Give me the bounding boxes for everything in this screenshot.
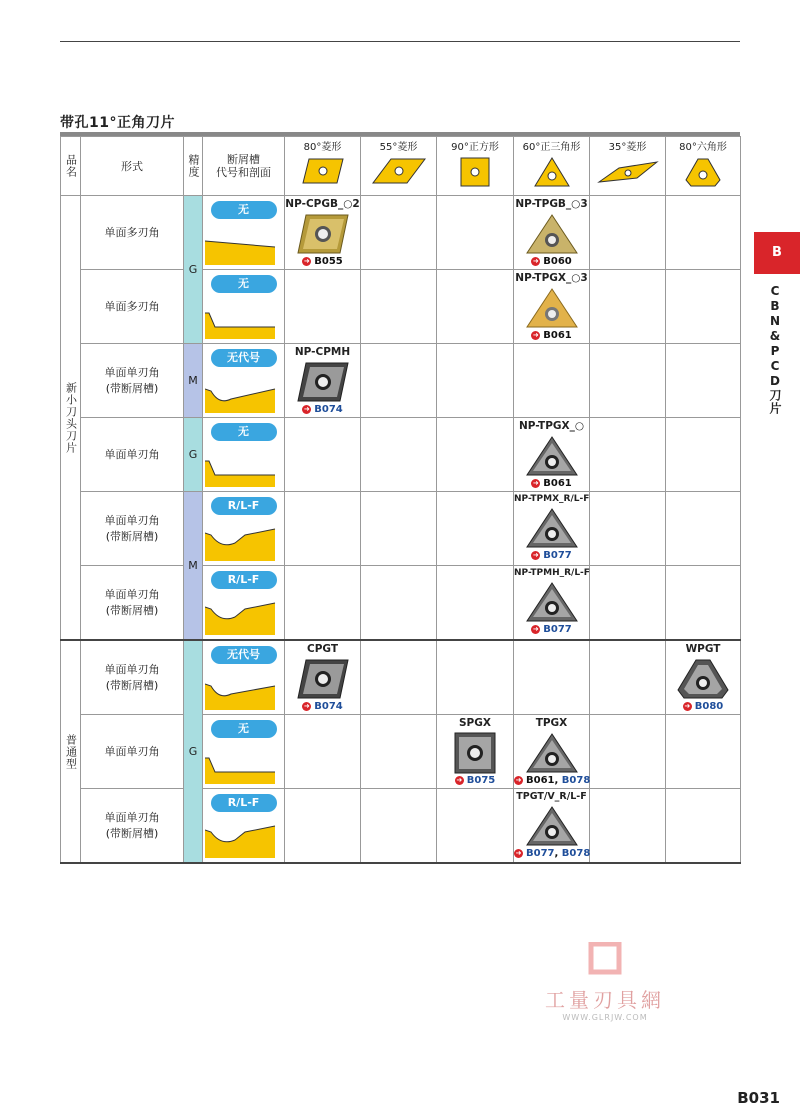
product-ref-link[interactable]: ➜ B080 [684,701,724,712]
product-ref-link[interactable]: ➜ B060 [532,256,572,267]
chipbreaker-profile [205,672,281,712]
insert-silver-trigon-icon [676,658,730,700]
chipbreaker-profile [205,449,281,489]
chipbreaker-cell [203,270,285,344]
top-rule [60,41,740,42]
empty-cell [361,640,437,715]
empty-cell [437,640,514,715]
product-ref-link[interactable]: ➜ B074 [303,404,343,415]
empty-cell [514,640,590,715]
chipbreaker-badge: 无 [211,201,277,219]
product-ref-link[interactable]: ➜ B077 [532,624,572,635]
product-name: NP-TPMX_R/L-F [514,494,590,504]
chipbreaker-profile [205,523,281,563]
form-cell: 单面单刃角 [81,715,184,789]
form-cell: 单面单刃角 (带断屑槽) [81,492,184,566]
empty-cell [666,270,741,344]
product-ref-link[interactable]: ➜ B077 [532,550,572,561]
form-cell: 单面单刃角 (带断屑槽) [81,640,184,715]
header-shape-35-rhombus: 35°菱形 [590,137,666,196]
header-shape-55-rhombus: 55°菱形 [361,137,437,196]
chipbreaker-profile [205,820,281,860]
empty-cell [285,789,361,864]
product-cell[interactable] [285,640,361,715]
form-cell: 单面单刃角 (带断屑槽) [81,566,184,641]
product-cell[interactable] [514,566,590,641]
insert-triangle-icon [525,213,579,255]
square-icon [458,156,492,188]
watermark [540,942,670,1022]
watermark-logo-icon [585,942,625,976]
empty-cell [666,492,741,566]
empty-cell [590,715,666,789]
empty-cell [590,789,666,864]
table-row [61,196,741,270]
header-row [61,137,741,196]
product-name: NP-TPMH_R/L-F [514,568,590,578]
header-category: 品名 [61,137,81,196]
empty-cell [590,344,666,418]
chipbreaker-cell [203,344,285,418]
product-ref-link[interactable]: ➜ B077, B078 [515,848,591,859]
empty-cell [361,270,437,344]
insert-gold-triangle-icon [525,287,579,329]
product-name: CPGT [307,643,338,655]
chipbreaker-profile [205,301,281,341]
precision-cell: G [184,640,203,863]
chipbreaker-profile [205,746,281,786]
product-name: TPGX [535,717,568,729]
empty-cell [666,566,741,641]
insert-silver-triangle-icon [525,805,579,847]
empty-cell [590,566,666,641]
empty-cell [666,196,741,270]
insert-silver-triangle-icon [525,435,579,477]
empty-cell [437,196,514,270]
header-shape-80-hexagon: 80°六角形 [666,137,741,196]
product-cell[interactable] [514,196,590,270]
product-cell[interactable] [285,344,361,418]
page-number: B031 [737,1089,780,1107]
insert-silver-triangle-icon [525,732,579,774]
chipbreaker-badge: 无代号 [211,349,277,367]
chipbreaker-badge: R/L-F [211,571,277,589]
product-cell[interactable] [514,418,590,492]
empty-cell [590,640,666,715]
section-tab[interactable]: B [754,232,800,274]
product-ref-link[interactable]: ➜ B075 [456,775,496,786]
product-cell[interactable] [666,640,741,715]
header-form: 形式 [81,137,184,196]
chipbreaker-cell [203,789,285,864]
product-cell[interactable] [514,492,590,566]
page-title: 带孔11°正角刀片 [60,115,175,131]
empty-cell [437,344,514,418]
empty-cell [590,196,666,270]
empty-cell [437,492,514,566]
empty-cell [361,715,437,789]
form-cell: 单面单刃角 (带断屑槽) [81,789,184,864]
empty-cell [437,270,514,344]
empty-cell [285,715,361,789]
header-precision: 精度 [184,137,203,196]
product-name: TPGT/V_R/L-F [516,791,587,802]
product-name: NP-TPGB_○3 [515,198,588,210]
triangle-icon [533,156,571,188]
precision-cell: M [184,492,203,641]
insert-silver-square-icon [448,732,502,774]
empty-cell [666,344,741,418]
product-cell[interactable] [514,270,590,344]
product-ref-link[interactable]: ➜ B061, B078 [515,775,591,786]
rhombus-35-icon [597,156,659,186]
precision-cell: M [184,344,203,418]
insert-gold-rhombus-icon [296,213,350,255]
product-name: SPGX [459,717,491,729]
chipbreaker-badge: 无 [211,720,277,738]
empty-cell [666,418,741,492]
empty-cell [361,418,437,492]
form-cell: 单面多刃角 [81,196,184,270]
empty-cell [285,492,361,566]
product-cell[interactable] [285,196,361,270]
product-cell[interactable] [514,715,590,789]
chipbreaker-badge: 无 [211,275,277,293]
product-ref-link[interactable]: ➜ B074 [303,701,343,712]
empty-cell [361,196,437,270]
header-shape-60-triangle: 60°正三角形 [514,137,590,196]
precision-cell: G [184,196,203,344]
table-row [61,492,741,566]
product-name: NP-CPGB_○2 [285,198,360,210]
empty-cell [437,789,514,864]
chipbreaker-badge: 无 [211,423,277,441]
table-row [61,270,741,344]
product-name: WPGT [685,643,721,655]
empty-cell [590,270,666,344]
insert-silver-triangle-icon [525,581,579,623]
empty-cell [361,566,437,641]
chipbreaker-badge: R/L-F [211,794,277,812]
table-row [61,418,741,492]
chipbreaker-cell [203,492,285,566]
product-ref-link[interactable]: ➜ B061 [532,330,572,341]
form-cell: 单面单刃角 [81,418,184,492]
chipbreaker-cell [203,566,285,641]
empty-cell [666,715,741,789]
chipbreaker-cell [203,640,285,715]
empty-cell [590,492,666,566]
category-new-small: 新小刀头刀片 [61,196,81,641]
rhombus-80-icon [300,156,346,186]
empty-cell [666,789,741,864]
empty-cell [361,344,437,418]
header-chipbreaker: 断屑槽 代号和剖面 [203,137,285,196]
watermark-name: 工量刃具網 [545,988,665,1012]
form-cell: 单面多刃角 [81,270,184,344]
chipbreaker-profile [205,227,281,267]
table-row [61,640,741,715]
insert-silver-triangle-icon [525,507,579,549]
category-standard: 普通型 [61,640,81,863]
empty-cell [437,566,514,641]
empty-cell [285,418,361,492]
rhombus-55-icon [371,156,427,186]
chipbreaker-cell [203,418,285,492]
table-row [61,344,741,418]
precision-cell: G [184,418,203,492]
product-name: NP-CPMH [294,346,351,358]
form-cell: 单面单刃角 (带断屑槽) [81,344,184,418]
header-shape-80-rhombus: 80°菱形 [285,137,361,196]
empty-cell [285,566,361,641]
watermark-url: WWW.GLRJW.COM [562,1013,648,1022]
empty-cell [437,418,514,492]
empty-cell [285,270,361,344]
empty-cell [361,492,437,566]
chipbreaker-badge: R/L-F [211,497,277,515]
chipbreaker-profile [205,597,281,637]
chipbreaker-profile [205,375,281,415]
product-ref-link[interactable]: ➜ B055 [303,256,343,267]
chipbreaker-cell [203,196,285,270]
product-name: NP-TPGX_○3 [515,272,588,284]
product-cell[interactable] [514,789,590,864]
insert-silver-rhombus-icon [296,361,350,403]
table-row [61,789,741,864]
chipbreaker-cell [203,715,285,789]
table-row [61,715,741,789]
chipbreaker-badge: 无代号 [211,646,277,664]
header-shape-90-square: 90°正方形 [437,137,514,196]
section-label: CBN&PCD刀片 [768,284,782,415]
product-name: NP-TPGX_○ [518,420,585,432]
empty-cell [514,344,590,418]
product-ref-link[interactable]: ➜ B061 [532,478,572,489]
product-cell[interactable] [437,715,514,789]
insert-table [60,136,741,864]
empty-cell [590,418,666,492]
table-row [61,566,741,641]
empty-cell [361,789,437,864]
insert-silver-rhombus-icon [296,658,350,700]
trigon-80-icon [684,156,722,188]
